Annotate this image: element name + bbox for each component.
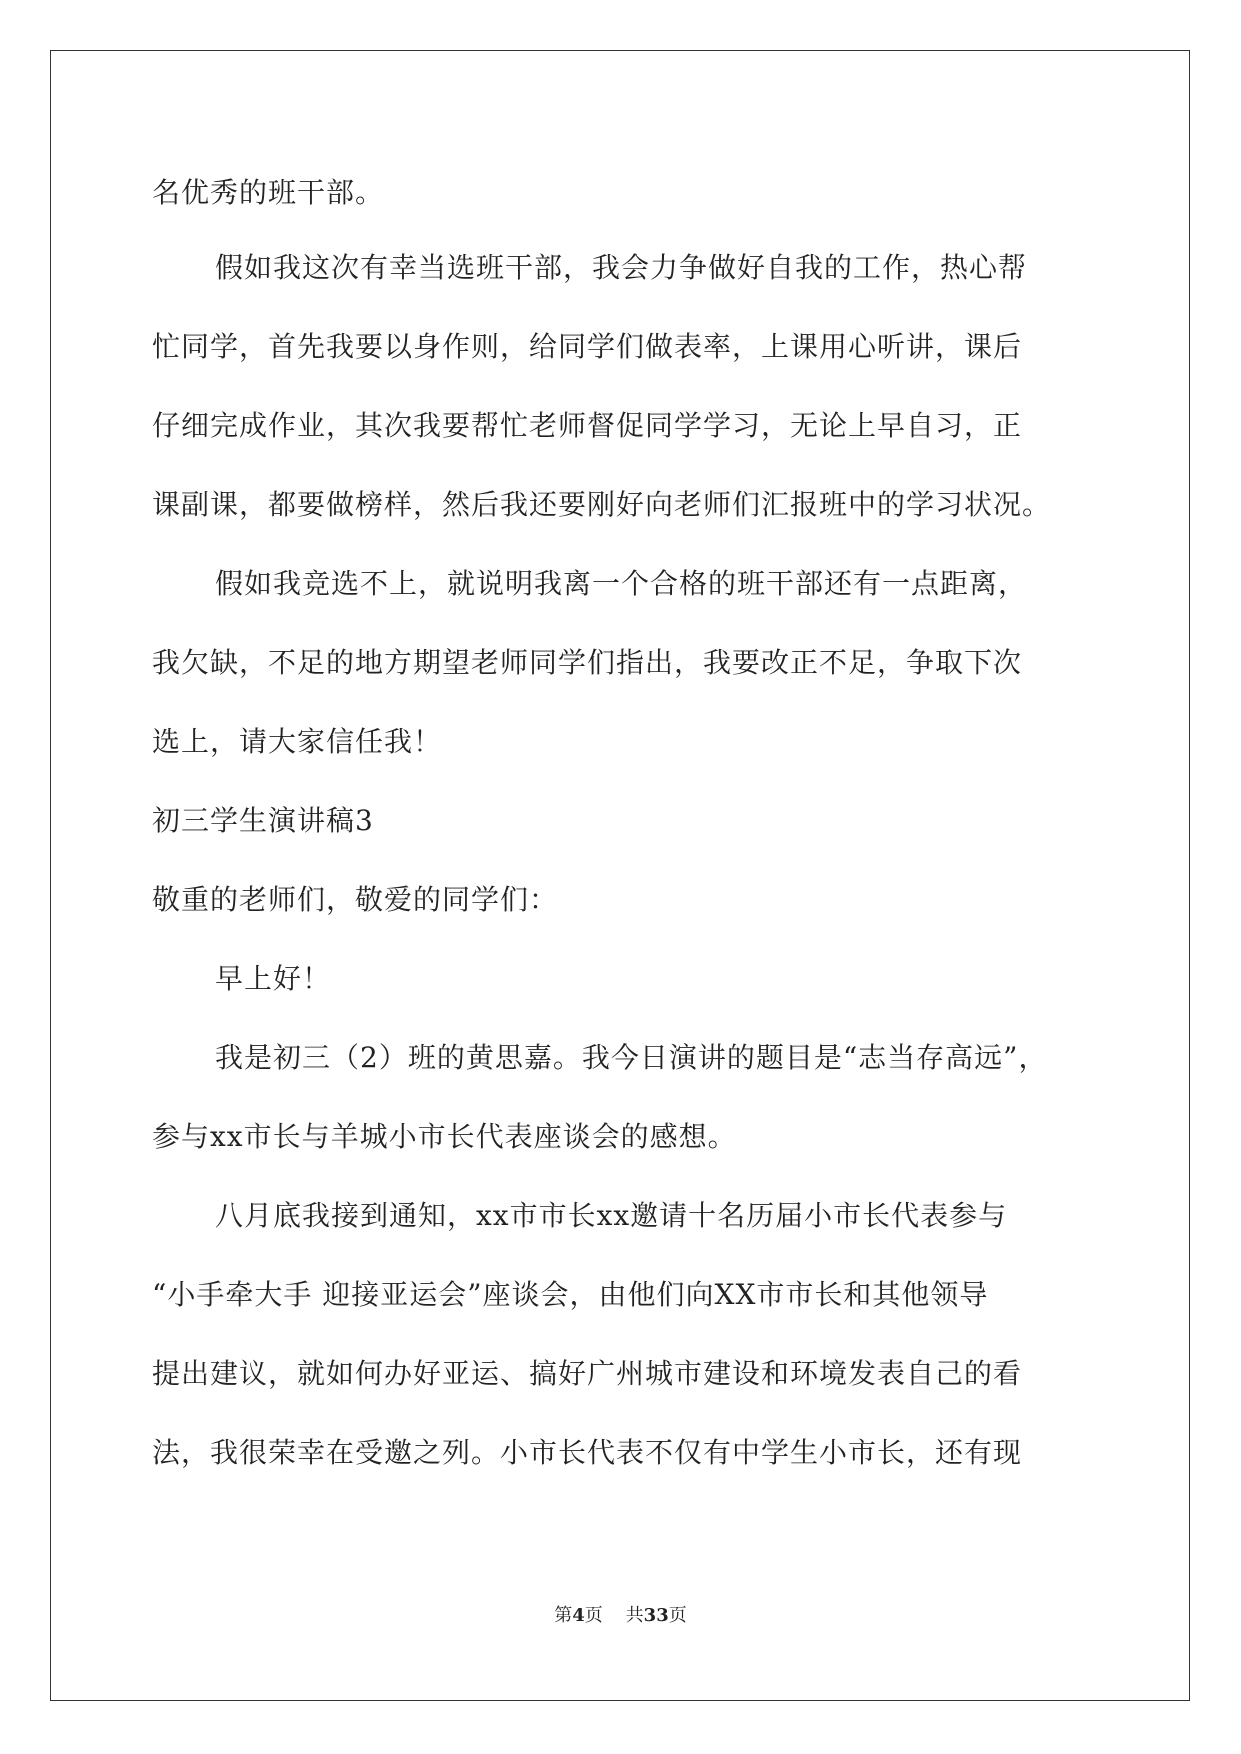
body-line: 选上，请大家信任我！: [152, 725, 443, 758]
paragraph-first-line: 假如我这次有幸当选班干部，我会力争做好自我的工作，热心帮: [215, 251, 1028, 284]
paragraph-first-line: 我是初三（2）班的黄思嘉。我今日演讲的题目是“志当存高远”，: [215, 1041, 1048, 1074]
greeting: 早上好！: [215, 962, 332, 995]
total-suffix: 页: [668, 1605, 687, 1626]
body-line: 忙同学，首先我要以身作则，给同学们做表率，上课用心听讲，课后: [152, 330, 1023, 363]
body-line: 课副课，都要做榜样，然后我还要刚好向老师们汇报班中的学习状况。: [152, 488, 1052, 521]
body-line: 仔细完成作业，其次我要帮忙老师督促同学学习，无论上早自习，正: [152, 409, 1023, 442]
page-prefix: 第: [554, 1605, 573, 1626]
body-line: 法，我很荣幸在受邀之列。小市长代表不仅有中学生小市长，还有现: [152, 1436, 1023, 1469]
body-line: 名优秀的班干部。: [152, 176, 385, 209]
body-line: 参与xx市长与羊城小市长代表座谈会的感想。: [152, 1120, 737, 1153]
page-number: 4: [572, 1605, 585, 1626]
body-line: “小手牵大手 迎接亚运会”座谈会，由他们向XX市市长和其他领导: [152, 1278, 989, 1311]
total-pages: 33: [643, 1605, 669, 1626]
paragraph-first-line: 八月底我接到通知，xx市市长xx邀请十名历届小市长代表参与: [215, 1199, 1008, 1232]
total-prefix: 共: [625, 1605, 644, 1626]
page-suffix: 页: [584, 1605, 603, 1626]
paragraph-first-line: 假如我竞选不上，就说明我离一个合格的班干部还有一点距离，: [215, 567, 1028, 600]
page-footer: [0, 1605, 1241, 1627]
section-title: 初三学生演讲稿3: [152, 804, 374, 837]
body-line: 提出建议，就如何办好亚运、搞好广州城市建设和环境发表自己的看: [152, 1357, 1023, 1390]
body-line: 我欠缺，不足的地方期望老师同学们指出，我要改正不足，争取下次: [152, 646, 1023, 679]
salutation: 敬重的老师们，敬爱的同学们：: [152, 883, 559, 916]
